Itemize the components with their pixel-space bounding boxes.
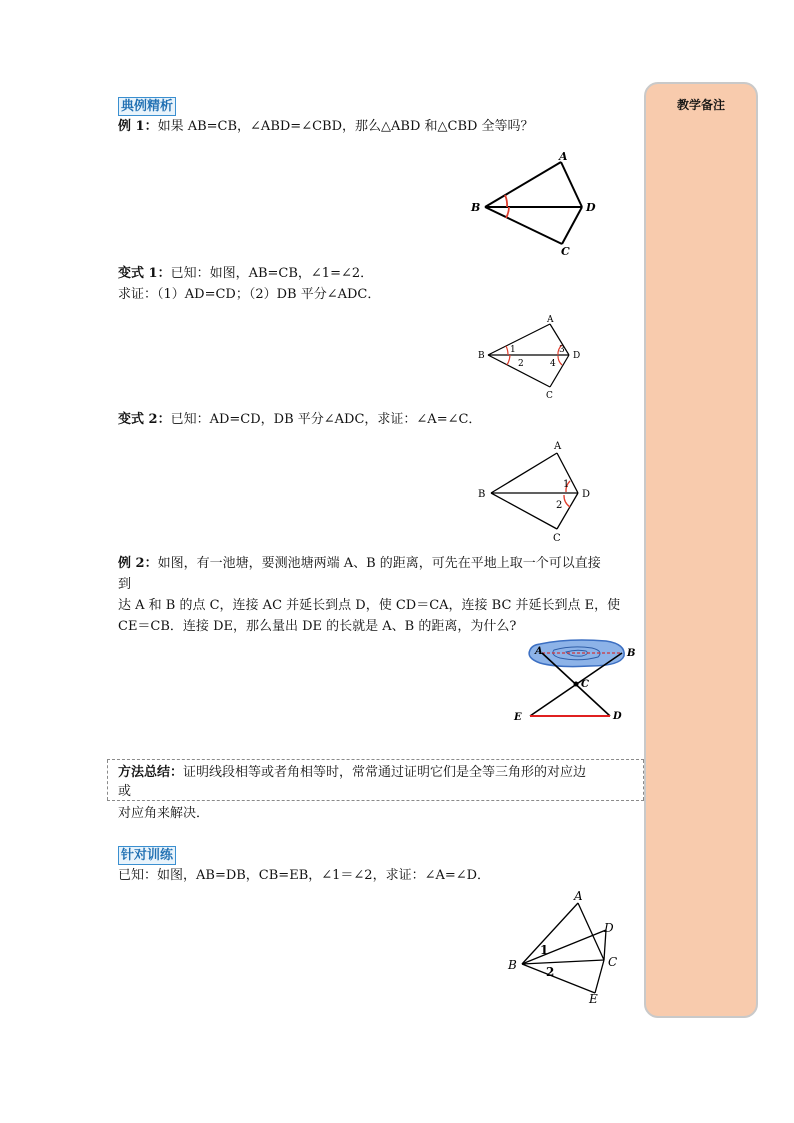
fig5-label-a: A xyxy=(574,889,583,903)
fig4-label-c: C xyxy=(581,679,589,690)
fig2-label-c: C xyxy=(546,391,553,400)
method-summary-label: 方法总结： xyxy=(118,765,184,780)
fig5-label-b: B xyxy=(508,958,517,972)
fig3-label-d: D xyxy=(582,489,591,500)
segment-bc xyxy=(485,207,562,244)
angle-arc-cbd xyxy=(506,207,509,218)
teaching-notes-sidebar xyxy=(644,82,758,1018)
fig2-angle-1: 1 xyxy=(510,345,516,355)
figure-1-diagram xyxy=(465,148,605,263)
sidebar-title: 教学备注 xyxy=(676,98,725,112)
section-tag-examples xyxy=(118,97,176,116)
variant-2-label: 变式 2： xyxy=(118,412,171,427)
fig4-label-b: B xyxy=(627,648,636,659)
fig3-label-c: C xyxy=(553,533,561,544)
figure-3-diagram xyxy=(474,437,599,545)
point-c xyxy=(574,682,579,687)
section-tag-label: 典例精析 xyxy=(118,97,176,116)
method-summary-line2: 或 xyxy=(118,784,132,799)
example-2-line1: 如图，有一池塘，要测池塘两端 A、B 的距离，可先在平地上取一个可以直接 xyxy=(157,556,601,571)
variant-1-text: 已知：如图，AB=CB，∠1=∠2． xyxy=(170,266,374,281)
fig5-label-e: E xyxy=(589,992,598,1006)
fig2-label-a: A xyxy=(547,315,554,325)
angle-arc-abd xyxy=(505,195,507,207)
segment-cd xyxy=(562,207,582,244)
exercise-text: 已知：如图，AB=DB，CB=EB，∠1＝∠2，求证：∠A=∠D． xyxy=(118,868,491,883)
fig2-angle-3: 3 xyxy=(559,345,565,355)
method-summary-line1: 证明线段相等或者角相等时，常常通过证明它们是全等三角形的对应边 xyxy=(183,765,587,780)
fig5-label-c: C xyxy=(608,955,618,969)
example-1-label: 例 1： xyxy=(118,119,158,134)
fig1-label-c: C xyxy=(561,245,570,258)
example-1-text: 如果 AB=CB，∠ABD=∠CBD，那么△ABD 和△CBD 全等吗？ xyxy=(157,119,534,134)
fig4-label-e: E xyxy=(514,712,522,723)
method-summary-line3: 对应角来解决． xyxy=(118,806,210,821)
figure-2-diagram xyxy=(474,312,589,400)
example-1 xyxy=(118,118,534,136)
variant-1-prove: 求证：（1）AD=CD；（2）DB 平分∠ADC． xyxy=(118,287,381,302)
method-summary xyxy=(118,764,586,782)
example-2-line3: 达 A 和 B 的点 C，连接 AC 并延长到点 D，使 CD＝CA，连接 BC 并延长到点 E，使 xyxy=(118,598,621,613)
fig2-angle-4: 4 xyxy=(550,359,556,369)
fig2-angle-2: 2 xyxy=(518,359,524,369)
fig5-angle-2: 2 xyxy=(546,965,555,979)
section-tag-label: 针对训练 xyxy=(118,846,176,865)
fig2-label-b: B xyxy=(478,351,485,361)
variant-1-label: 变式 1： xyxy=(118,266,171,281)
fig3-label-a: A xyxy=(554,441,562,452)
fig3-label-b: B xyxy=(478,489,486,500)
fig1-label-b: B xyxy=(471,201,481,214)
fig5-label-d: D xyxy=(604,921,614,935)
variant-1 xyxy=(118,265,373,283)
fig4-label-a: A xyxy=(535,646,543,657)
segment-ad xyxy=(561,162,582,207)
figure-5-diagram xyxy=(500,888,630,1006)
fig1-label-a: A xyxy=(559,150,568,163)
figure-4-pond-diagram xyxy=(510,636,640,728)
example-2-line4: CE＝CB．连接 DE，那么量出 DE 的长就是 A、B 的距离，为什么? xyxy=(118,619,517,634)
example-2-line2: 到 xyxy=(118,577,132,592)
fig3-angle-1: 1 xyxy=(563,479,570,490)
variant-2 xyxy=(118,411,481,429)
fig5-angle-1: 1 xyxy=(540,943,549,957)
variant-2-text: 已知：AD=CD，DB 平分∠ADC，求证：∠A=∠C． xyxy=(170,412,482,427)
fig2-label-d: D xyxy=(573,351,581,361)
example-2-label: 例 2： xyxy=(118,556,158,571)
section-tag-practice xyxy=(118,846,176,865)
fig3-angle-2: 2 xyxy=(556,500,563,511)
fig1-label-d: D xyxy=(586,201,596,214)
fig4-label-d: D xyxy=(613,711,622,722)
example-2 xyxy=(118,555,601,573)
segment-ba xyxy=(485,162,561,207)
